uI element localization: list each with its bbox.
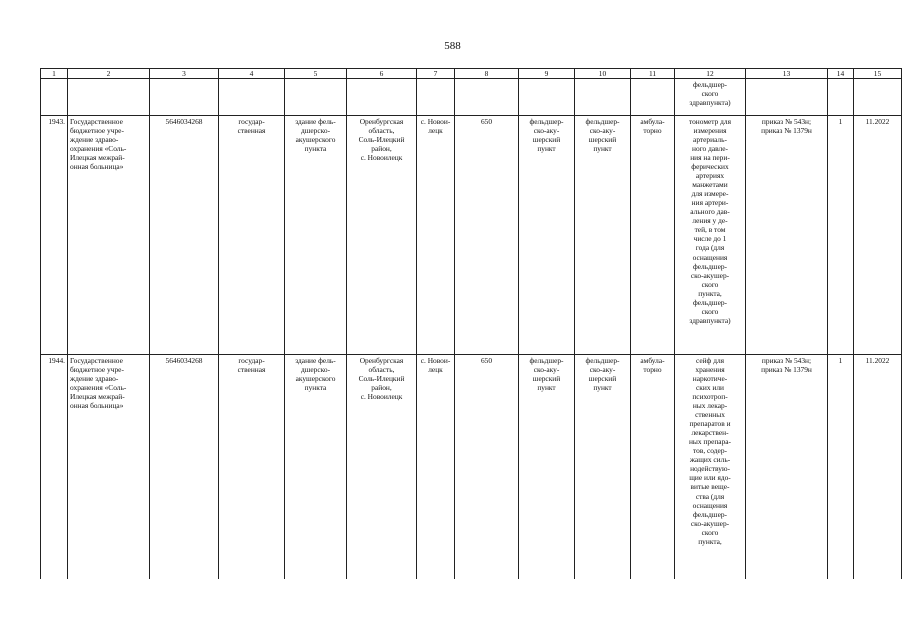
locality-cell: с. Новои- лецк (417, 355, 455, 580)
table-row (41, 116, 902, 355)
col-header: 14 (828, 69, 854, 79)
col-header: 1 (41, 69, 68, 79)
col-header: 5 (285, 69, 347, 79)
care-type-cell: амбула- торно (631, 355, 675, 580)
code-cell: 650 (455, 116, 519, 355)
registry-table (40, 68, 902, 579)
building-cell: здание фель- дшерско- акушерского пункта (285, 116, 347, 355)
table-row (41, 355, 902, 580)
col-header: 13 (746, 69, 828, 79)
col-header: 12 (675, 69, 746, 79)
date-cell: 11.2022 (854, 116, 902, 355)
date-cell: 11.2022 (854, 355, 902, 580)
quantity-cell: 1 (828, 355, 854, 580)
continuation-row (41, 79, 902, 116)
organization-cell: Государственное бюджетное учре- ждение здраво- охранения «Соль- Илецкая межрай- онная больница» (68, 355, 150, 580)
address-cell: Оренбургская область, Соль-Илецкий район, с. Новоилецк (347, 116, 417, 355)
header-row (41, 69, 902, 79)
equipment-continuation: фельдшер- ского здравпункта) (675, 79, 746, 116)
unit-name-cell: фельдшер- ско-аку- шерский пункт (575, 355, 631, 580)
row-number: 1944. (41, 355, 68, 580)
unit-name-cell: фельдшер- ско-аку- шерский пункт (575, 116, 631, 355)
col-header: 9 (519, 69, 575, 79)
code-cell: 650 (455, 355, 519, 580)
quantity-cell: 1 (828, 116, 854, 355)
col-header: 4 (219, 69, 285, 79)
building-cell: здание фель- дшерско- акушерского пункта (285, 355, 347, 580)
order-cell: приказ № 543н; приказ № 1379н (746, 355, 828, 580)
col-header: 3 (150, 69, 219, 79)
address-cell: Оренбургская область, Соль-Илецкий район, с. Новоилецк (347, 355, 417, 580)
equipment-cell: сейф для хранения наркотиче- ских или психотроп- ных лекар- ственных препаратов и лекарствен- ных препара- тов, содер- жащих силь- нодействую- щие или ядо- витые веще- ства (для оснащения фельдшер- ско-акушер- ского пункта, (675, 355, 746, 580)
page-number: 588 (444, 40, 461, 52)
locality-cell: с. Новои- лецк (417, 116, 455, 355)
order-cell: приказ № 543н; приказ № 1379н (746, 116, 828, 355)
organization-cell: Государственное бюджетное учре- ждение здраво- охранения «Соль- Илецкая межрай- онная больница» (68, 116, 150, 355)
unit-type-cell: фельдшер- ско-аку- шерский пункт (519, 116, 575, 355)
col-header: 7 (417, 69, 455, 79)
col-header: 8 (455, 69, 519, 79)
row-number: 1943. (41, 116, 68, 355)
col-header: 10 (575, 69, 631, 79)
col-header: 2 (68, 69, 150, 79)
unit-type-cell: фельдшер- ско-аку- шерский пункт (519, 355, 575, 580)
ownership-cell: государ- ственная (219, 355, 285, 580)
col-header: 11 (631, 69, 675, 79)
inn-cell: 5646034268 (150, 116, 219, 355)
equipment-cell: тонометр для измерения артериаль- ного давле- ния на пери- ферических артериях манжетами для измере- ния артери- ального дав- ления у де- тей, в том числе до 1 года (для оснащения фельдшер- ско-акушер- ского пункта, фельдшер- ского здравпункта) (675, 116, 746, 355)
col-header: 15 (854, 69, 902, 79)
inn-cell: 5646034268 (150, 355, 219, 580)
care-type-cell: амбула- торно (631, 116, 675, 355)
col-header: 6 (347, 69, 417, 79)
ownership-cell: государ- ственная (219, 116, 285, 355)
